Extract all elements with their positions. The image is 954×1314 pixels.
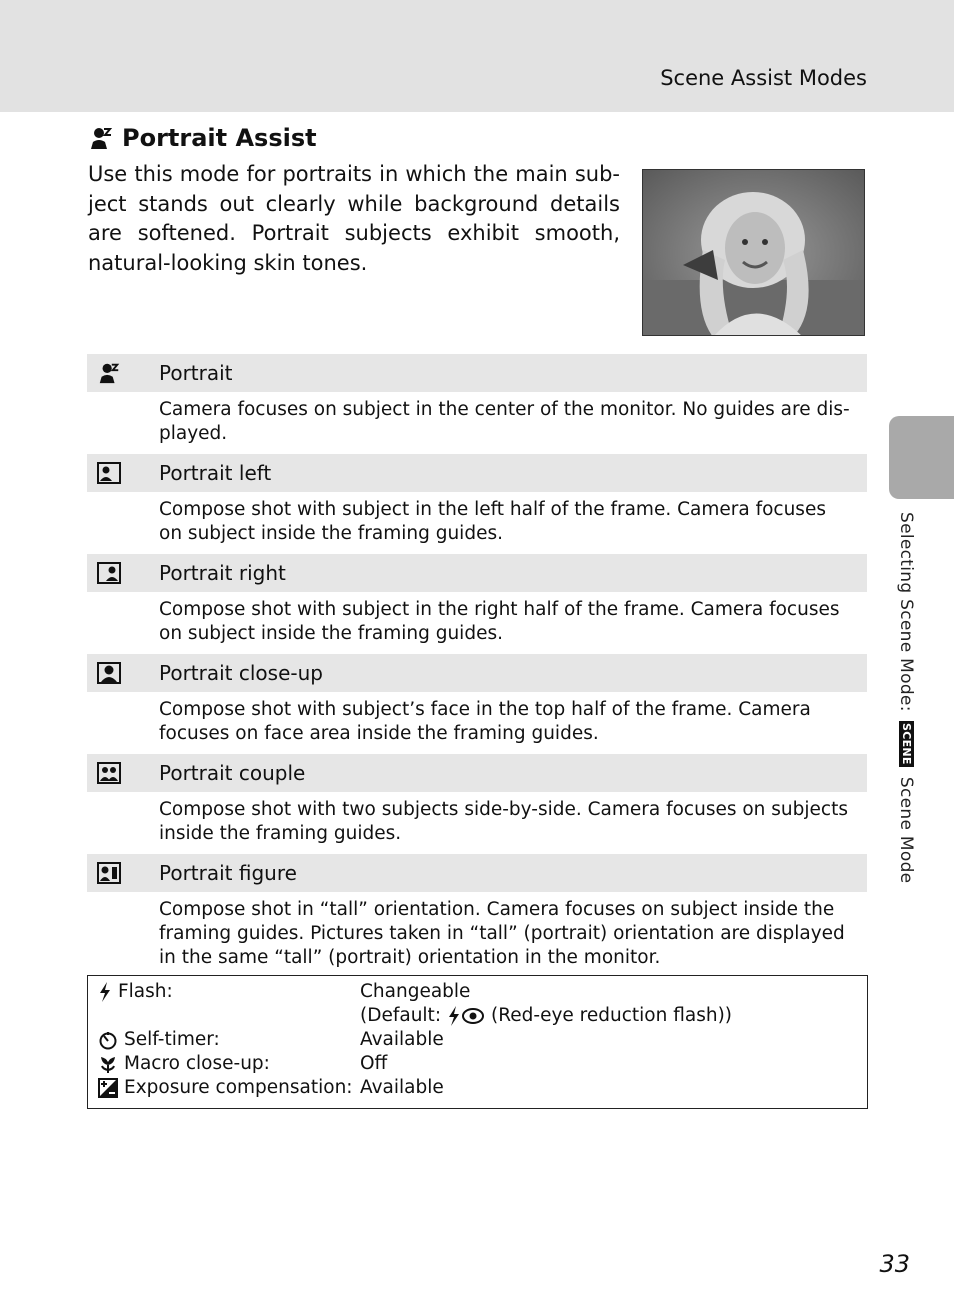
mode-description: Compose shot in “tall” orientation. Camera focuses on subject inside the framing guides. Pictures taken in “tall” (portrait) orientation are displayed in the same “tall” (portrait) orientation in the monitor. bbox=[159, 899, 845, 968]
macro-label: Macro close-up: bbox=[124, 1053, 270, 1074]
self-timer-icon bbox=[98, 1030, 118, 1050]
mode-description: Camera focuses on subject in the center of the monitor. No guides are dis-played. bbox=[159, 399, 850, 444]
mode-description: Compose shot with two subjects side-by-side. Camera focuses on subjects inside the framing guides. bbox=[159, 799, 848, 844]
portrait-couple-icon bbox=[97, 762, 121, 784]
intro-paragraph: Use this mode for portraits in which the main sub-ject stands out clearly while background details are softened. Portrait subjects exhibit smooth, natural-looking skin tones. bbox=[88, 162, 620, 275]
setting-row-macro bbox=[98, 1052, 857, 1076]
settings-box bbox=[87, 975, 868, 1109]
chapter-tab bbox=[889, 416, 954, 499]
mode-row-portrait-close-up bbox=[87, 654, 867, 692]
mode-label: Portrait figure bbox=[159, 861, 297, 885]
self-timer-label: Self-timer: bbox=[124, 1029, 220, 1050]
mode-row-portrait-figure bbox=[87, 854, 867, 892]
header-title: Scene Assist Modes bbox=[660, 66, 867, 90]
portrait-close-up-icon bbox=[97, 662, 121, 684]
portrait-icon bbox=[88, 125, 114, 151]
section-title bbox=[88, 124, 317, 152]
portrait-icon bbox=[97, 361, 121, 385]
side-text-before: Selecting Scene Mode: bbox=[896, 512, 916, 712]
portrait-modes-table bbox=[87, 354, 867, 978]
mode-label: Portrait close-up bbox=[159, 661, 323, 685]
mode-label: Portrait couple bbox=[159, 761, 306, 785]
exposure-compensation-icon bbox=[98, 1078, 118, 1098]
setting-row-self-timer bbox=[98, 1028, 857, 1052]
portrait-left-icon bbox=[97, 462, 121, 484]
mode-label: Portrait right bbox=[159, 561, 286, 585]
mode-row-portrait bbox=[87, 354, 867, 392]
mode-row-portrait-right bbox=[87, 554, 867, 592]
setting-row-flash-default bbox=[98, 1004, 857, 1028]
flash-default-prefix: (Default: bbox=[360, 1005, 442, 1026]
portrait-right-icon bbox=[97, 562, 121, 584]
side-text-after: Scene Mode bbox=[896, 776, 916, 884]
setting-row-exposure bbox=[98, 1076, 857, 1100]
self-timer-value: Available bbox=[360, 1029, 444, 1050]
mode-label: Portrait bbox=[159, 361, 233, 385]
exposure-value: Available bbox=[360, 1077, 444, 1098]
scene-badge-icon: SCENE bbox=[900, 723, 913, 766]
flash-icon bbox=[98, 982, 112, 1002]
macro-flower-icon bbox=[98, 1054, 118, 1074]
flash-default-suffix: (Red-eye reduction flash)) bbox=[491, 1005, 733, 1026]
macro-value: Off bbox=[360, 1053, 388, 1074]
mode-label: Portrait left bbox=[159, 461, 272, 485]
mode-description: Compose shot with subject in the right half of the frame. Camera focuses on subject inside the framing guides. bbox=[159, 599, 840, 644]
page-number: 33 bbox=[879, 1250, 910, 1278]
header-band bbox=[0, 0, 954, 112]
mode-row-portrait-couple bbox=[87, 754, 867, 792]
mode-description: Compose shot with subject in the left half of the frame. Camera focuses on subject inside the framing guides. bbox=[159, 499, 826, 544]
flash-value: Changeable bbox=[360, 981, 471, 1002]
portrait-figure-icon bbox=[97, 862, 121, 884]
side-chapter-text bbox=[896, 512, 916, 883]
red-eye-flash-icon bbox=[447, 1006, 485, 1026]
mode-row-portrait-left bbox=[87, 454, 867, 492]
exposure-label: Exposure compensation: bbox=[124, 1077, 353, 1098]
section-title-text: Portrait Assist bbox=[122, 124, 317, 152]
setting-row-flash bbox=[98, 980, 857, 1004]
flash-label: Flash: bbox=[118, 981, 173, 1002]
mode-description: Compose shot with subject’s face in the top half of the frame. Camera focuses on face area inside the framing guides. bbox=[159, 699, 811, 744]
portrait-photo bbox=[642, 169, 865, 336]
